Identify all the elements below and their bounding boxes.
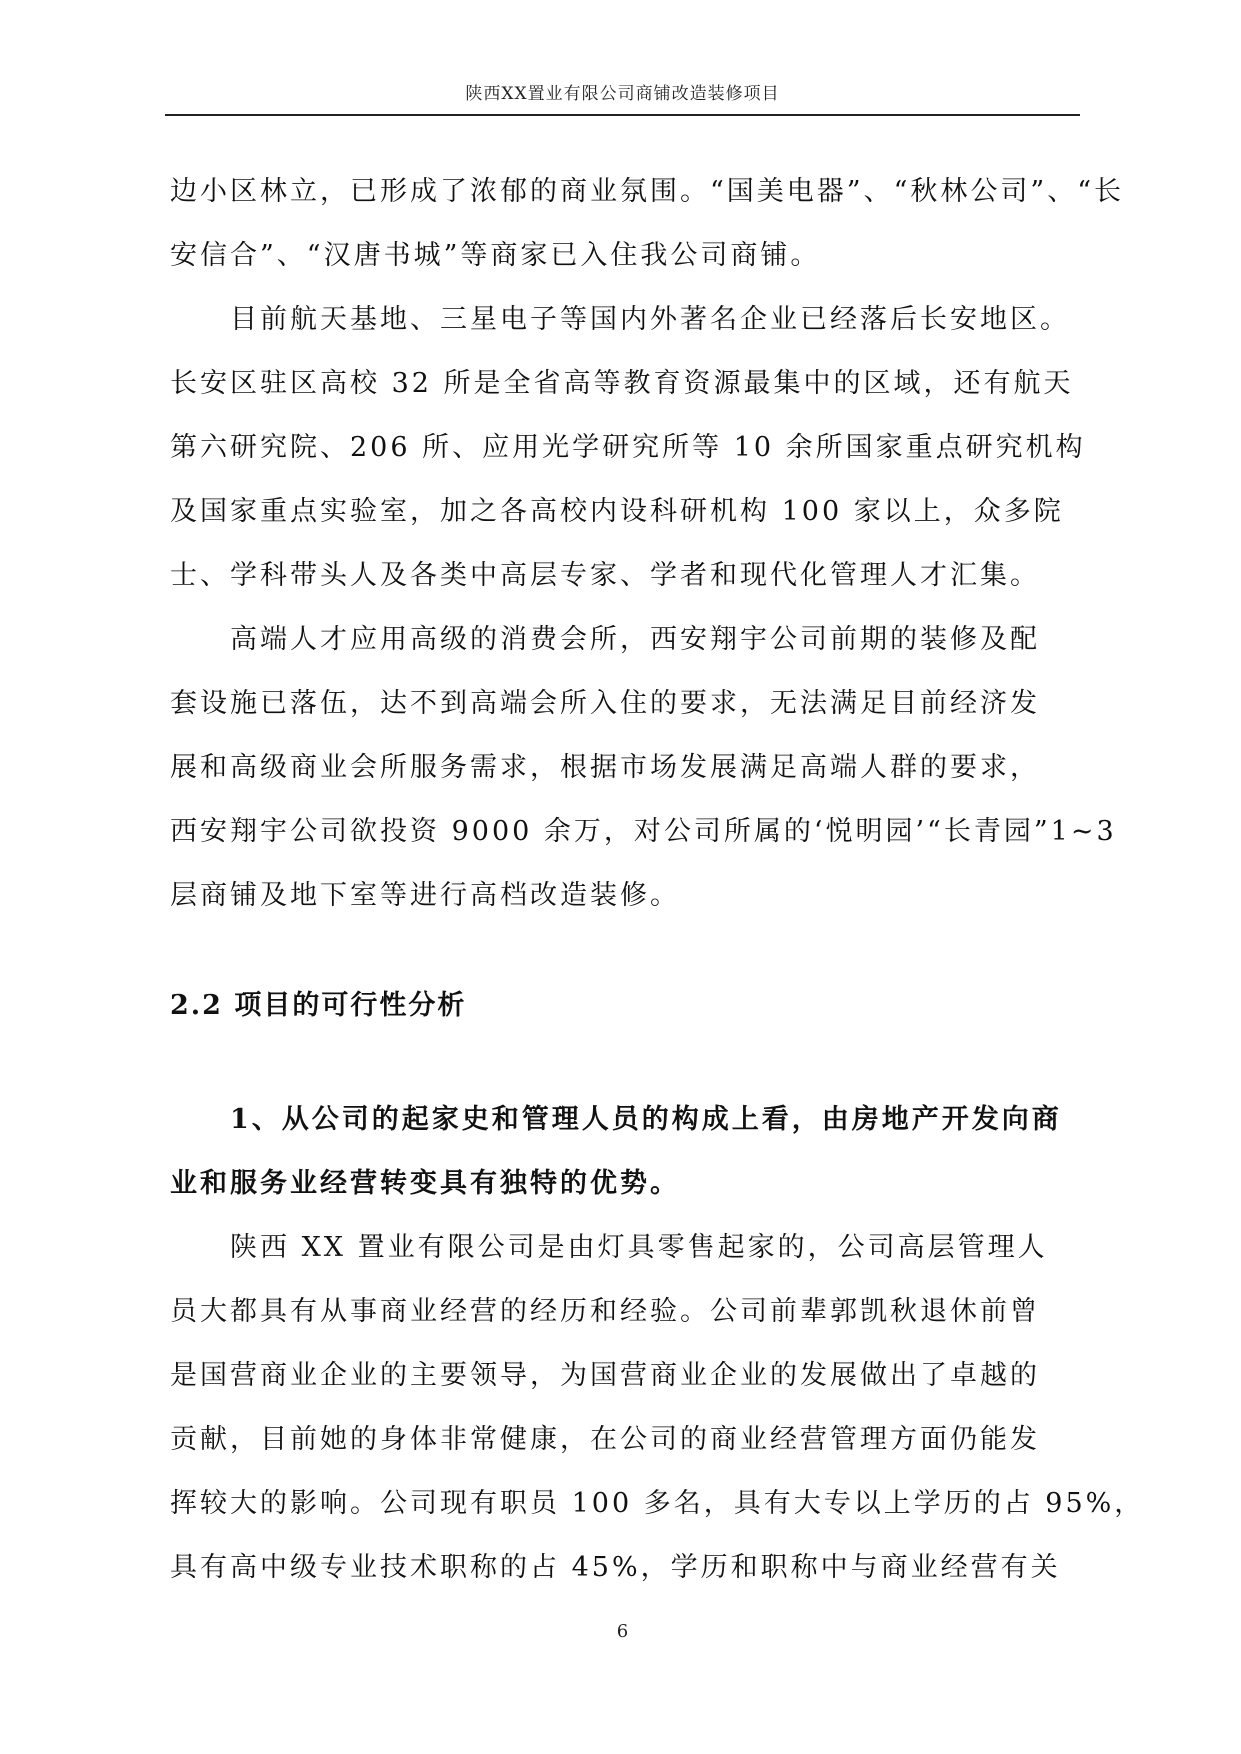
- page-number: 6: [616, 1621, 629, 1642]
- text-line: 层商铺及地下室等进行高档改造装修。: [170, 880, 680, 911]
- text-line: 及国家重点实验室，加之各高校内设科研机构 100 家以上，众多院: [170, 496, 1064, 527]
- text-line: 安信合”、“汉唐书城”等商家已入住我公司商铺。: [170, 240, 821, 271]
- spacer: [170, 1038, 1080, 1088]
- text-line: 第六研究院、206 所、应用光学研究所等 10 余所国家重点研究机构: [170, 432, 1086, 463]
- text-line: 士、学科带头人及各类中高层专家、学者和现代化管理人才汇集。: [170, 560, 1040, 591]
- section-heading: 2.2 项目的可行性分析: [170, 990, 467, 1021]
- paragraph-advantage-heading: [170, 1088, 1080, 1216]
- paragraph-company-history: [170, 1216, 1145, 1600]
- paragraph-investment-plan: [170, 608, 1117, 928]
- text-line: 陕西 XX 置业有限公司是由灯具零售起家的，公司高层管理人: [230, 1232, 1048, 1263]
- text-line: 挥较大的影响。公司现有职员 100 多名，具有大专以上学历的占 95%，: [170, 1488, 1145, 1519]
- text-line: 贡献，目前她的身体非常健康，在公司的商业经营管理方面仍能发: [170, 1424, 1040, 1455]
- text-line: 员大都具有从事商业经营的经历和经验。公司前辈郭凯秋退休前曾: [170, 1296, 1040, 1327]
- page-header: 陕西XX置业有限公司商铺改造装修项目: [465, 84, 780, 104]
- paragraph-research-institutions: [170, 288, 1086, 608]
- spacer: [170, 928, 1080, 974]
- text-line: 业和服务业经营转变具有独特的优势。: [170, 1168, 680, 1199]
- text-line: 展和高级商业会所服务需求，根据市场发展满足高端人群的要求，: [170, 752, 1040, 783]
- text-line: 长安区驻区高校 32 所是全省高等教育资源最集中的区域，还有航天: [170, 368, 1074, 399]
- text-line: 1、从公司的起家史和管理人员的构成上看，由房地产开发向商: [230, 1104, 1062, 1135]
- document-body: [170, 160, 1145, 1600]
- text-line: 高端人才应用高级的消费会所，西安翔宇公司前期的装修及配: [230, 624, 1040, 655]
- text-line: 具有高中级专业技术职称的占 45%，学历和职称中与商业经营有关: [170, 1552, 1061, 1583]
- text-line: 目前航天基地、三星电子等国内外著名企业已经落后长安地区。: [230, 304, 1070, 335]
- text-line: 是国营商业企业的主要领导，为国营商业企业的发展做出了卓越的: [170, 1360, 1040, 1391]
- text-line: 边小区林立，已形成了浓郁的商业氛围。“国美电器”、“秋林公司”、“长: [170, 176, 1125, 207]
- paragraph-commercial-atmosphere: [170, 160, 1125, 288]
- header-divider: [165, 114, 1080, 116]
- text-line: 套设施已落伍，达不到高端会所入住的要求，无法满足目前经济发: [170, 688, 1040, 719]
- text-line: 西安翔宇公司欲投资 9000 余万，对公司所属的‘悦明园’“长青园”1~3: [170, 816, 1117, 847]
